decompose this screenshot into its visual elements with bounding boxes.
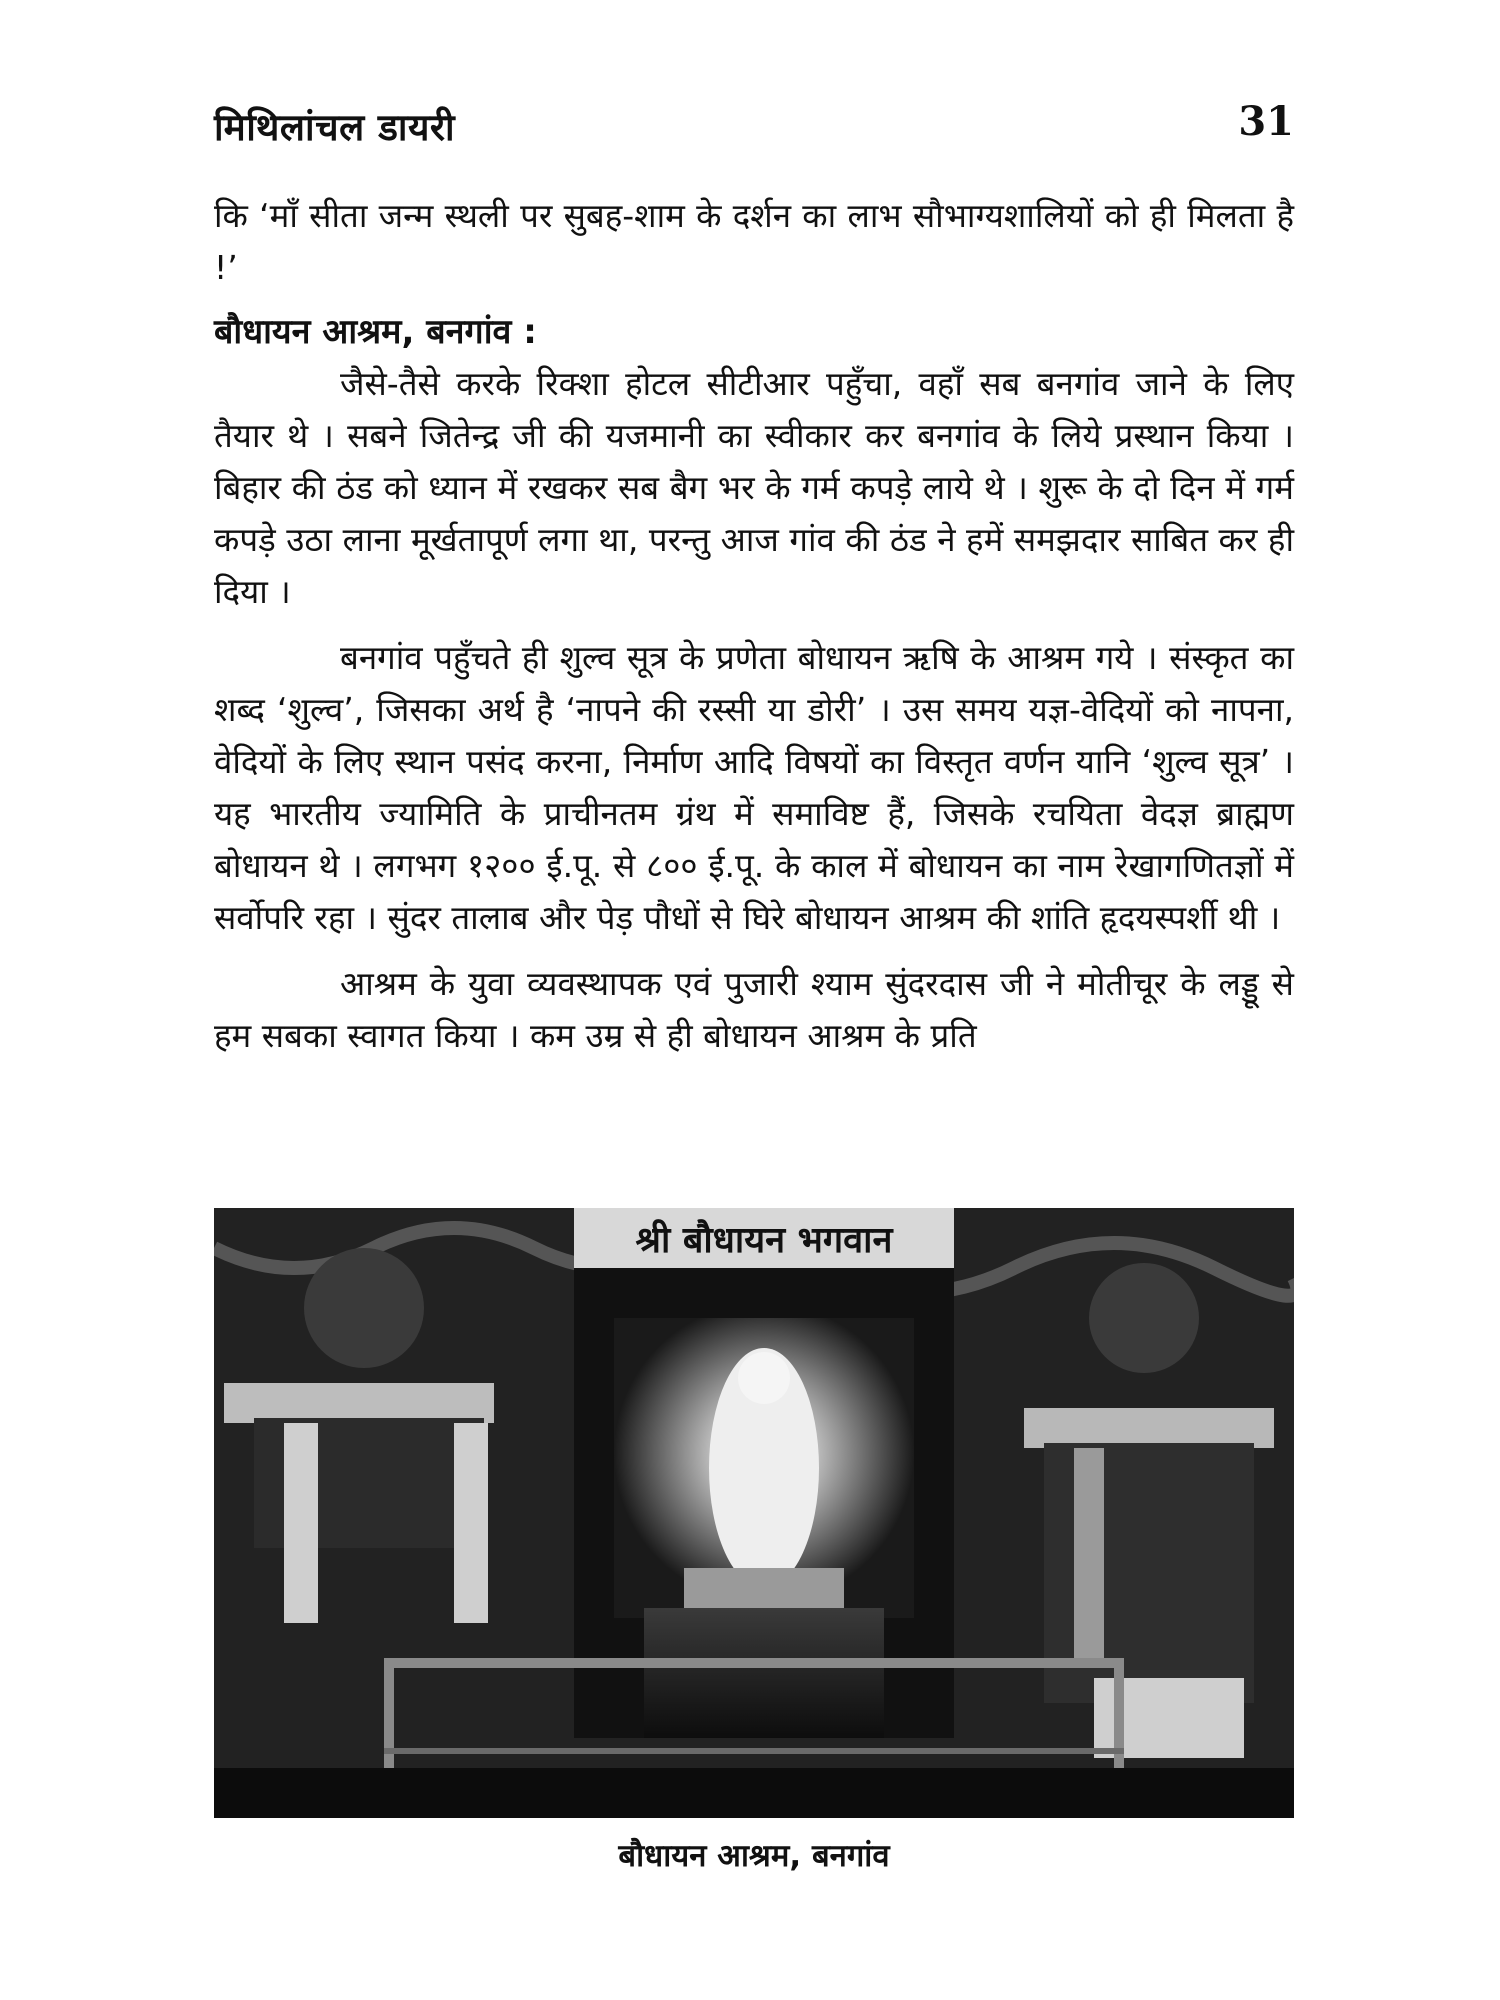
paragraph-3: आश्रम के युवा व्यवस्थापक एवं पुजारी श्याम सुंदरदास जी ने मोतीचूर के लड्डू से हम सबका स्वागत किया । कम उम्र से ही बोधायन आश्रम के प्रति xyxy=(214,964,1294,1055)
paragraph-1: जैसे-तैसे करके रिक्शा होटल सीटीआर पहुँचा, वहाँ सब बनगांव जाने के लिए तैयार थे । सबने जितेन्द्र जी की यजमानी का स्वीकार कर बनगांव के लिये प्रस्थान किया । बिहार की ठंड को ध्यान में रखकर सब बैग भर के गर्म कपड़े लाये थे । शुरू के दो दिन में गर्म कपड़े उठा लाना मूर्खतापूर्ण लगा था, परन्तु आज गांव की ठंड ने हमें समझदार साबित कर ही दिया । xyxy=(214,364,1294,611)
page-header xyxy=(214,100,1294,160)
section-heading: बौधायन आश्रम, बनगांव : xyxy=(214,312,537,352)
running-title: मिथिलांचल डायरी xyxy=(214,106,456,149)
page-number: 31 xyxy=(1238,98,1294,145)
photo-caption: बौधायन आश्रम, बनगांव xyxy=(618,1838,890,1874)
body-text xyxy=(214,190,1294,1062)
temple-photo xyxy=(214,1208,1294,1818)
temple-banner-text: श्री बौधायन भगवान xyxy=(635,1220,893,1261)
carryover-paragraph: कि ‘माँ सीता जन्म स्थली पर सुबह-शाम के दर्शन का लाभ सौभाग्यशालियों को ही मिलता है !’ xyxy=(214,196,1294,287)
paragraph-2: बनगांव पहुँचते ही शुल्व सूत्र के प्रणेता बोधायन ऋषि के आश्रम गये । संस्कृत का शब्द ‘शुल्व’, जिसका अर्थ है ‘नापने की रस्सी या डोरी’ । उस समय यज्ञ-वेदियों को नापना, वेदियों के लिए स्थान पसंद करना, निर्माण आदि विषयों का विस्तृत वर्णन यानि ‘शुल्व सूत्र’ । यह भारतीय ज्यामिति के प्राचीनतम ग्रंथ में समाविष्ट हैं, जिसके रचयिता वेदज्ञ ब्राह्मण बोधायन थे । लगभग १२०० ई.पू. से ८०० ई.पू. के काल में बोधायन का नाम रेखागणितज्ञों में सर्वोपरि रहा । सुंदर तालाब और पेड़ पौधों से घिरे बोधायन आश्रम की शांति हृदयस्पर्शी थी । xyxy=(214,638,1294,937)
